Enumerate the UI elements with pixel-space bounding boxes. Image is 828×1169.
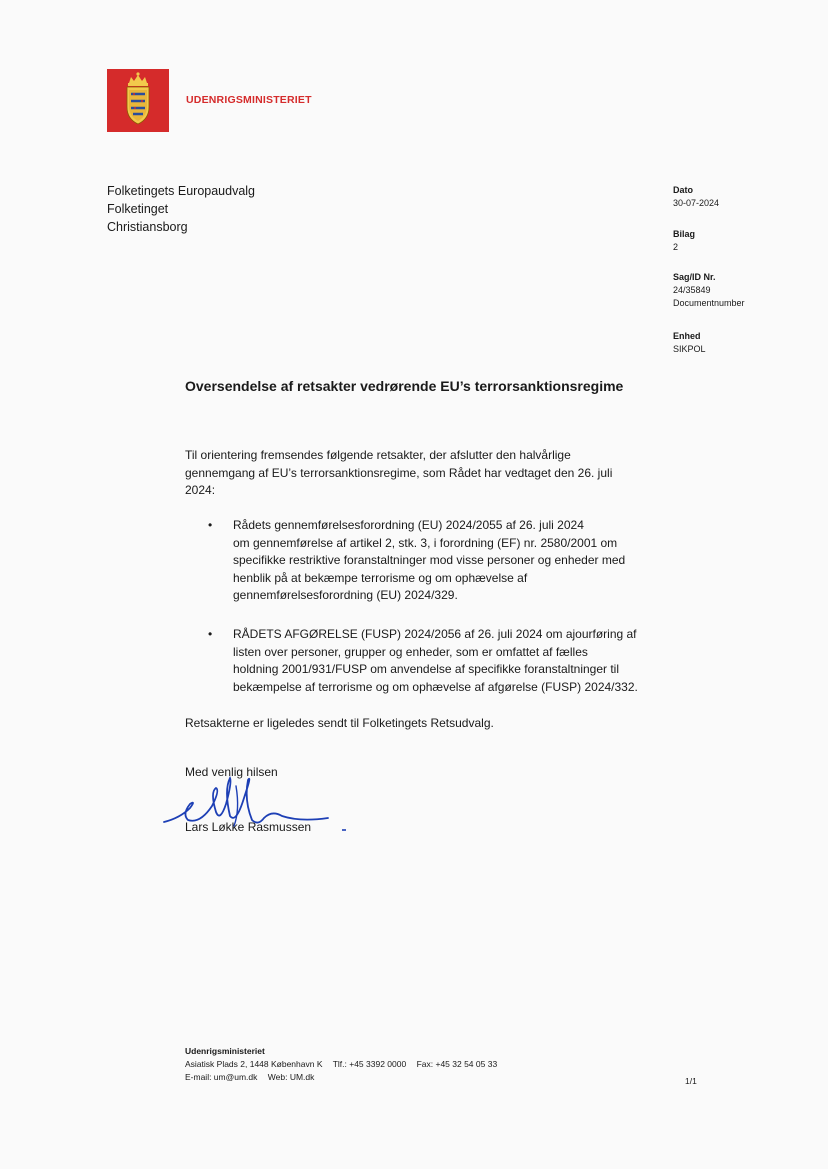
page-number: 1/1 xyxy=(685,1076,697,1086)
bullet-marker: • xyxy=(208,518,213,532)
royal-coat-of-arms-icon xyxy=(107,69,169,132)
footer-online-line xyxy=(185,1071,497,1084)
greeting: Med venlig hilsen xyxy=(185,765,278,779)
bullet-line: henblik på at bekæmpe terrorisme og om ophævelse af xyxy=(233,570,528,585)
bullet-line: Rådets gennemførelsesforordning (EU) 2024/2055 af 26. juli 2024 xyxy=(233,518,584,532)
intro-line: 2024: xyxy=(185,483,216,497)
coat-of-arms-logo xyxy=(107,69,169,132)
ministry-name: UDENRIGSMINISTERIET xyxy=(186,94,312,106)
bullet-line: holdning 2001/931/FUSP om anvendelse af specifikke foranstaltninger til xyxy=(233,662,620,676)
footer-contact-line xyxy=(185,1058,497,1071)
letter-subject: Oversendelse af retsakter vedrørende EU’s terrorsanktionsregime xyxy=(185,378,624,394)
bullet-line: om gennemførelse af artikel 2, stk. 3, i forordning (EF) nr. 2580/2001 om xyxy=(233,535,618,550)
intro-line: gennemgang af EU’s terrorsanktionsregime, som Rådet har vedtaget den 26. juli xyxy=(185,465,613,480)
footer-org-name: Udenrigsministeriet xyxy=(185,1046,265,1056)
case-id-label: Sag/ID Nr. xyxy=(673,272,716,282)
handwritten-signature xyxy=(160,760,360,840)
date-value: 30-07-2024 xyxy=(673,198,720,208)
footer-web: Web: UM.dk xyxy=(267,1072,315,1082)
intro-line: Til orientering fremsendes følgende retsakter, der afslutter den halvårlige xyxy=(185,448,571,462)
recipient-line: Christiansborg xyxy=(107,220,188,234)
meta-date xyxy=(673,184,719,210)
attachments-label: Bilag xyxy=(673,229,696,239)
bullet-item-decision xyxy=(233,626,663,696)
recipient-line: Folketinget xyxy=(107,202,169,216)
recipient-line: Folketingets Europaudvalg xyxy=(107,184,256,198)
footer-fax: Fax: +45 32 54 05 33 xyxy=(416,1059,498,1069)
case-id-value: 24/35849 xyxy=(673,285,711,295)
footer xyxy=(185,1045,497,1084)
meta-unit xyxy=(673,330,706,356)
meta-case-id xyxy=(673,271,745,310)
recipient-address xyxy=(107,182,255,236)
bullet-line: gennemførelsesforordning (EU) 2024/329. xyxy=(233,588,458,602)
bullet-marker: • xyxy=(208,627,213,641)
closing-paragraph: Retsakterne er ligeledes sendt til Folketingets Retsudvalg. xyxy=(185,716,494,730)
bullet-line: listen over personer, grupper og enheder, som er omfattet af fælles xyxy=(233,644,588,659)
footer-address: Asiatisk Plads 2, 1448 København K xyxy=(185,1059,323,1069)
bullet-line: RÅDETS AFGØRELSE (FUSP) 2024/2056 af 26. juli 2024 om ajourføring af xyxy=(233,627,637,641)
document-number-label: Documentnumber xyxy=(673,298,745,308)
attachments-value: 2 xyxy=(673,242,679,252)
meta-attachments xyxy=(673,228,695,254)
date-label: Dato xyxy=(673,185,693,195)
footer-phone: Tlf.: +45 3392 0000 xyxy=(332,1059,407,1069)
signer-name: Lars Løkke Rasmussen xyxy=(185,820,312,834)
bullet-item-regulation xyxy=(233,517,663,605)
intro-paragraph xyxy=(185,447,655,500)
unit-label: Enhed xyxy=(673,331,701,341)
unit-value: SIKPOL xyxy=(673,344,706,354)
bullet-line: bekæmpelse af terrorisme og om ophævelse af afgørelse (FUSP) 2024/332. xyxy=(233,679,638,694)
bullet-line: specifikke restriktive foranstaltninger mod visse personer og enheder med xyxy=(233,553,626,567)
footer-email: E-mail: um@um.dk xyxy=(185,1072,258,1082)
